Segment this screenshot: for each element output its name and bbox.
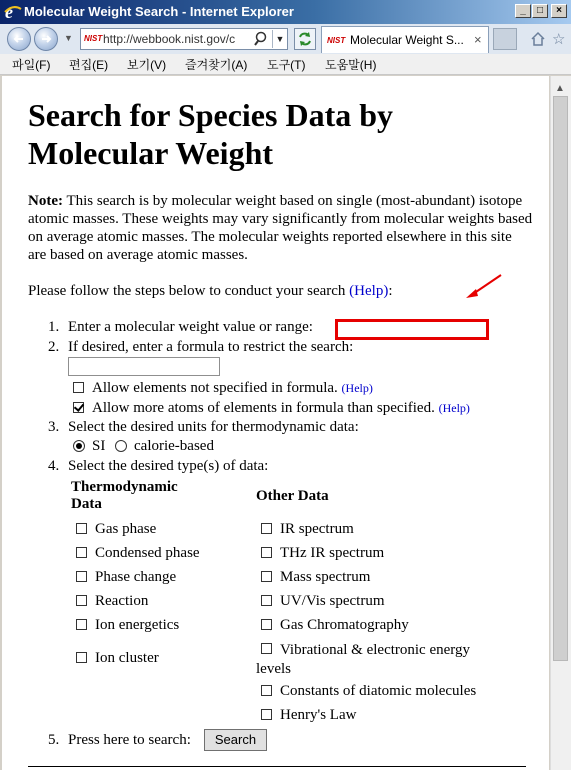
reaction-label: Reaction: [95, 593, 149, 609]
thz-ir-spectrum-checkbox[interactable]: [261, 547, 272, 558]
tab-title: Molecular Weight S...: [350, 33, 464, 47]
back-arrow-icon: [13, 33, 25, 45]
step-3-text: Select the desired units for thermodynamic data:: [68, 419, 359, 435]
molecular-weight-input[interactable]: [335, 319, 489, 340]
tab-favicon: NIST: [327, 36, 346, 45]
thz-ir-spectrum-label: THz IR spectrum: [280, 545, 385, 561]
menu-tools[interactable]: 도구(T): [267, 58, 306, 72]
svg-text:e: e: [5, 3, 13, 21]
mass-spectrum-checkbox[interactable]: [261, 571, 272, 582]
mass-spectrum-label: Mass spectrum: [280, 569, 371, 585]
intro-colon: :: [388, 283, 393, 299]
new-tab-button[interactable]: [493, 28, 517, 50]
units-calorie-label: calorie-based: [134, 438, 214, 454]
page-content: [2, 76, 549, 770]
henrys-law-label: Henry's Law: [280, 707, 357, 723]
diatomic-constants-checkbox[interactable]: [261, 685, 272, 696]
gas-chromatography-checkbox[interactable]: [261, 619, 272, 630]
formula-input[interactable]: [68, 357, 220, 376]
step-3-number: 3.: [48, 419, 60, 435]
allow-unspecified-elements-help-link[interactable]: (Help): [341, 381, 373, 395]
gas-phase-checkbox[interactable]: [76, 523, 87, 534]
phase-change-label: Phase change: [95, 569, 177, 585]
intro-help-link[interactable]: (Help): [349, 283, 389, 299]
units-calorie-radio[interactable]: [115, 440, 127, 452]
other-data-heading: Other Data: [256, 488, 329, 504]
window-title-bar: [0, 0, 571, 24]
diatomic-constants-label: Constants of diatomic molecules: [280, 683, 477, 699]
note-label: Note:: [28, 193, 63, 209]
ion-energetics-checkbox[interactable]: [76, 619, 87, 630]
condensed-phase-checkbox[interactable]: [76, 547, 87, 558]
allow-unspecified-elements-checkbox[interactable]: [73, 382, 84, 393]
refresh-icon: [295, 29, 315, 49]
units-si-radio[interactable]: [73, 440, 85, 452]
note-text: This search is by molecular weight based on single (most-abundant) isotope atomic masses. These weights may vary significantly from molecular weights based on average atomic masses. The molecular weights reported elsewhere in this site are based on average atomic masses.: [28, 193, 533, 263]
step-4-text: Select the desired type(s) of data:: [68, 458, 269, 474]
step-2-text: If desired, enter a formula to restrict the search:: [68, 339, 354, 355]
step-4-number: 4.: [48, 458, 60, 474]
tab-close-icon[interactable]: ×: [474, 32, 482, 47]
menu-view[interactable]: 보기(V): [127, 58, 167, 72]
maximize-button[interactable]: □: [532, 4, 548, 18]
home-icon[interactable]: [530, 31, 546, 47]
divider: [28, 766, 526, 767]
ir-spectrum-label: IR spectrum: [280, 521, 354, 537]
allow-more-atoms-checkbox[interactable]: [73, 402, 84, 413]
search-icon[interactable]: [254, 31, 268, 47]
internet-explorer-logo-icon: [4, 3, 22, 21]
tab-molecular-weight-search[interactable]: [321, 26, 489, 53]
scrollbar-thumb[interactable]: [553, 96, 568, 661]
refresh-button[interactable]: [294, 28, 316, 50]
nist-favicon: NIST: [84, 34, 103, 43]
gas-phase-label: Gas phase: [95, 521, 157, 537]
close-button[interactable]: ×: [551, 4, 567, 18]
menu-bar: [0, 54, 571, 75]
menu-edit[interactable]: 편집(E): [69, 58, 109, 72]
ir-spectrum-checkbox[interactable]: [261, 523, 272, 534]
address-url[interactable]: http://webbook.nist.gov/c: [103, 32, 236, 46]
vibrational-electronic-label: Vibrational & electronic energy levels: [256, 642, 470, 677]
note-paragraph: [28, 192, 533, 264]
back-button[interactable]: [7, 27, 31, 51]
ion-cluster-label: Ion cluster: [95, 650, 159, 666]
window-title: Molecular Weight Search - Internet Explorer: [24, 4, 294, 19]
henrys-law-checkbox[interactable]: [261, 709, 272, 720]
menu-favorites[interactable]: 즐겨찾기(A): [185, 58, 248, 72]
step-1-text: Enter a molecular weight value or range:: [68, 319, 313, 335]
ion-cluster-checkbox[interactable]: [76, 652, 87, 663]
thermodynamic-data-heading: Thermodynamic Data: [71, 479, 178, 512]
history-dropdown-icon[interactable]: ▼: [64, 33, 73, 43]
units-si-label: SI: [92, 438, 106, 454]
allow-more-atoms-help-link[interactable]: (Help): [438, 401, 470, 415]
uv-vis-spectrum-checkbox[interactable]: [261, 595, 272, 606]
address-bar[interactable]: [80, 28, 288, 50]
menu-file[interactable]: 파일(F): [12, 58, 51, 72]
navigation-bar: [0, 24, 571, 55]
red-arrow-annotation-icon: [464, 272, 504, 302]
scroll-up-icon[interactable]: ▲: [555, 83, 565, 94]
intro-paragraph: [28, 283, 393, 300]
ion-energetics-label: Ion energetics: [95, 617, 180, 633]
step-5-number: 5.: [48, 732, 60, 748]
step-2-number: 2.: [48, 339, 60, 355]
allow-more-atoms-label: Allow more atoms of elements in formula than specified. (Help): [92, 400, 470, 416]
step-5-text: Press here to search:: [68, 732, 191, 748]
condensed-phase-label: Condensed phase: [95, 545, 200, 561]
phase-change-checkbox[interactable]: [76, 571, 87, 582]
menu-help[interactable]: 도움말(H): [325, 58, 377, 72]
step-1-number: 1.: [48, 319, 60, 335]
forward-button[interactable]: [34, 27, 58, 51]
reaction-checkbox[interactable]: [76, 595, 87, 606]
address-dropdown-icon[interactable]: ▼: [272, 30, 287, 48]
page-title: Search for Species Data by Molecular Weight: [28, 97, 394, 171]
minimize-button[interactable]: _: [515, 4, 531, 18]
vertical-scrollbar[interactable]: [550, 76, 571, 770]
uv-vis-spectrum-label: UV/Vis spectrum: [280, 593, 385, 609]
search-button[interactable]: Search: [204, 729, 267, 751]
forward-arrow-icon: [40, 33, 52, 45]
intro-text: Please follow the steps below to conduct your search: [28, 283, 350, 299]
gas-chromatography-label: Gas Chromatography: [280, 617, 409, 633]
allow-unspecified-elements-label: Allow elements not specified in formula. (Help): [92, 380, 373, 396]
favorites-star-icon[interactable]: ☆: [552, 31, 566, 48]
